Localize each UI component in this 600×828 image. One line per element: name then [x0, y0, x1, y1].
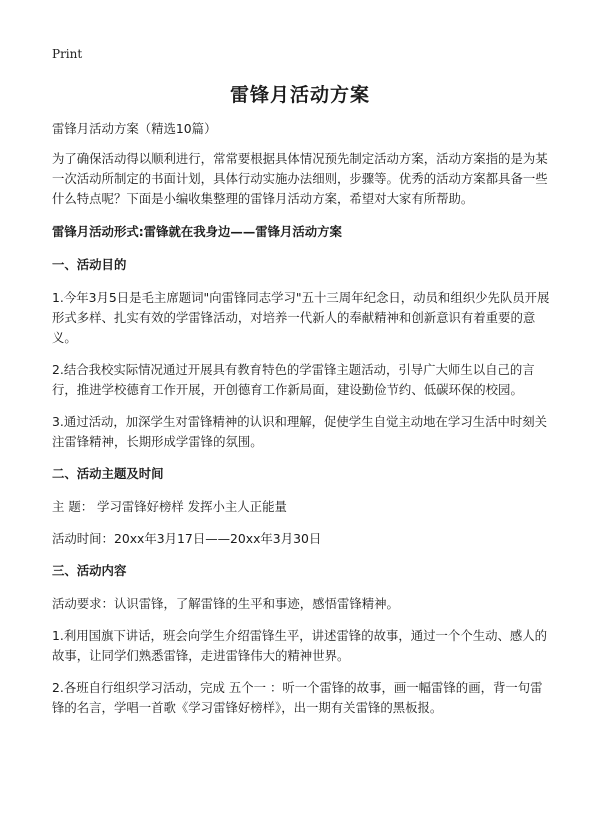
- theme-line: 主 题： 学习雷锋好榜样 发挥小主人正能量: [52, 499, 287, 514]
- requirement-line: 活动要求：认识雷锋，了解雷锋的生平和事迹，感悟雷锋精神。: [52, 596, 399, 611]
- document-subtitle: 雷锋月活动方案（精选10篇）: [52, 121, 217, 136]
- section-heading-purpose: 一、活动目的: [52, 257, 127, 272]
- intro-paragraph: 为了确保活动得以顺利进行，常常要根据具体情况预先制定活动方案，活动方案指的是为某一次活动所制定的书面计划，具体行动实施办法细则，步骤等。优秀的活动方案都具备一些什么特点呢？下面是小编收集整理的雷锋月活动方案，希望对大家有所帮助。: [52, 151, 548, 206]
- article-heading: 雷锋月活动形式:雷锋就在我身边——雷锋月活动方案: [52, 224, 342, 239]
- document-body: [52, 119, 552, 730]
- section-heading-theme-time: 二、活动主题及时间: [52, 466, 164, 481]
- purpose-item: 2.结合我校实际情况通过开展具有教育特色的学雷锋主题活动，引导广大师生以自己的言行，推进学校德育工作开展，开创德育工作新局面，建设勤俭节约、低碳环保的校园。: [52, 362, 535, 397]
- section-heading-content: 三、活动内容: [52, 563, 127, 578]
- print-link[interactable]: Print: [52, 47, 83, 61]
- purpose-item: 1.今年3月5日是毛主席题词"向雷锋同志学习"五十三周年纪念日，动员和组织少先队员开展形式多样、扎实有效的学雷锋活动，对培养一代新人的奉献精神和创新意识有着重要的意义。: [52, 290, 550, 345]
- document-title: 雷锋月活动方案: [229, 84, 370, 106]
- time-line: 活动时间：20xx年3月17日——20xx年3月30日: [52, 531, 322, 546]
- purpose-item: 3.通过活动，加深学生对雷锋精神的认识和理解，促使学生自觉主动地在学习生活中时刻关注雷锋精神，长期形成学雷锋的氛围。: [52, 414, 548, 449]
- content-item: 2.各班自行组织学习活动，完成 五个一 ：听一个雷锋的故事，画一幅雷锋的画，背一句雷锋的名言，学唱一首歌《学习雷锋好榜样》，出一期有关雷锋的黑板报。: [52, 680, 543, 715]
- content-item: 1.利用国旗下讲话，班会向学生介绍雷锋生平，讲述雷锋的故事，通过一个个生动、感人的故事，让同学们熟悉雷锋，走进雷锋伟大的精神世界。: [52, 628, 548, 663]
